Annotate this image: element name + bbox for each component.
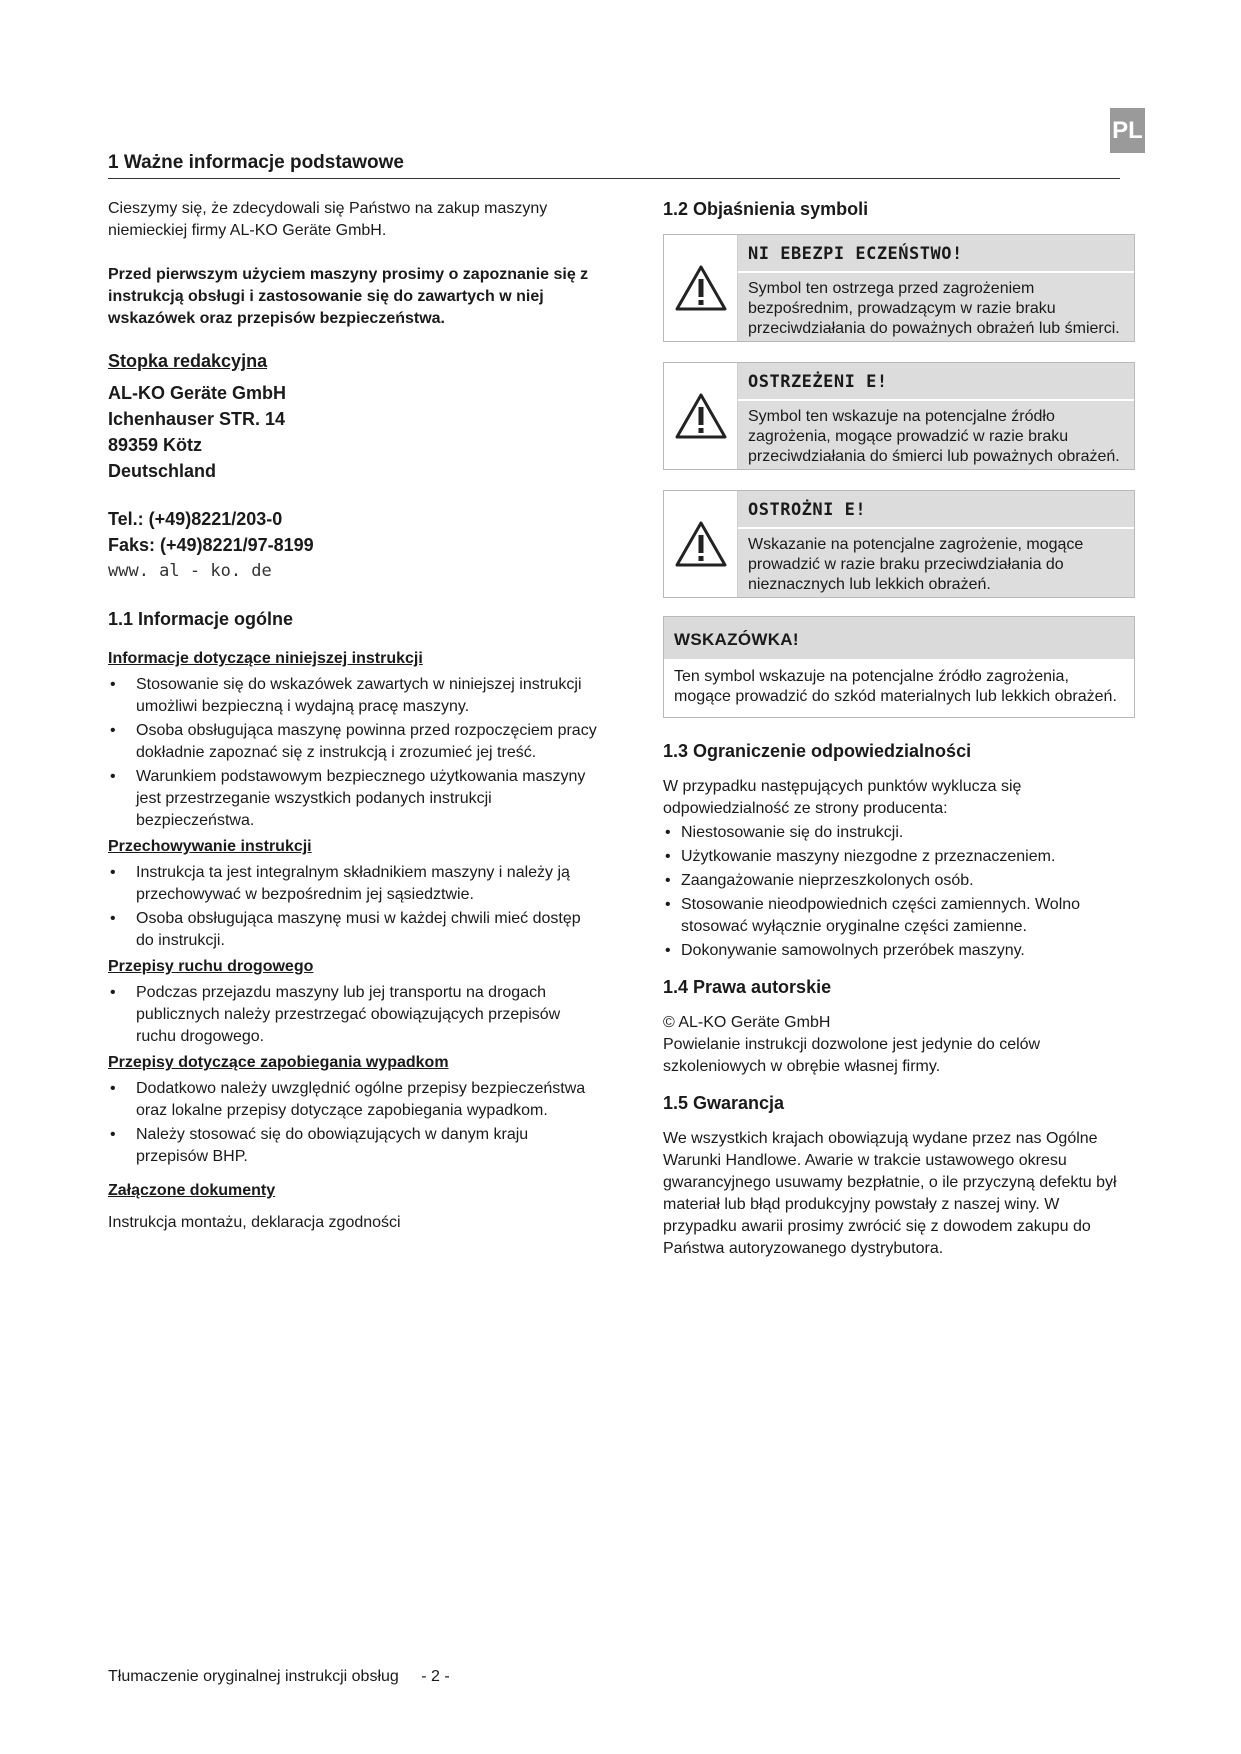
- page-footer: [108, 1668, 450, 1686]
- footer-text: Tłumaczenie oryginalnej instrukcji obsług: [108, 1668, 399, 1685]
- warning-triangle-icon: [664, 491, 738, 597]
- danger-text: Symbol ten ostrzega przed zagrożeniem bezpośrednim, prowadzącym w razie braku przeciwdziałania do poważnych obrażeń lub śmierci.: [738, 273, 1134, 341]
- list-item: • Dodatkowo należy uwzględnić ogólne przepisy bezpieczeństwa oraz lokalne przepisy dotyczące zapobiegania wypadkom.: [108, 1078, 598, 1122]
- subsection-storage: Przechowywanie instrukcji: [108, 838, 312, 855]
- caution-heading: OSTROŻNI E!: [738, 491, 1134, 529]
- danger-heading: NI EBEZPI ECZEŃSTWO!: [738, 235, 1134, 273]
- warning-triangle-icon: [664, 363, 738, 469]
- contact-fax: Faks: (+49)8221/97-8199: [108, 535, 314, 555]
- subsection-accident-prevention: Przepisy dotyczące zapobiegania wypadkom: [108, 1054, 449, 1071]
- list-item: • Instrukcja ta jest integralnym składnikiem maszyny i należy ją przechowywać w bezpośrednim jej sąsiedztwie.: [108, 862, 598, 906]
- page-number: - 2 -: [421, 1668, 450, 1685]
- address-company: AL-KO Geräte GmbH: [108, 383, 287, 403]
- note-heading: WSKAZÓWKA!: [664, 617, 1134, 659]
- copyright-line: © AL-KO Geräte GmbH: [663, 1014, 831, 1031]
- warning-box: [663, 362, 1135, 470]
- title-divider: [108, 178, 1120, 179]
- accident-prevention-list: [108, 1078, 598, 1168]
- website-link[interactable]: www. al - ko. de: [108, 561, 272, 581]
- list-item: • Podczas przejazdu maszyny lub jej transportu na drogach publicznych należy przestrzegać obowiązujących przepisów ruchu drogowego.: [108, 982, 598, 1048]
- address-country: Deutschland: [108, 461, 217, 481]
- imprint-address: [108, 380, 598, 484]
- liability-list: [663, 822, 1137, 962]
- copyright-text: Powielanie instrukcji dozwolone jest jedynie do celów szkoleniowych w obrębie własnej firmy.: [663, 1036, 1041, 1075]
- caution-box: [663, 490, 1135, 598]
- language-tab: PL: [1110, 108, 1145, 153]
- warning-triangle-icon: [664, 235, 738, 341]
- attached-docs-text: Instrukcja montażu, deklaracja zgodności: [108, 1214, 401, 1231]
- storage-list: [108, 862, 598, 952]
- section-1-1-title: 1.1 Informacje ogólne: [108, 609, 294, 629]
- imprint-contact: [108, 506, 598, 558]
- list-item: • Osoba obsługująca maszynę musi w każdej chwili mieć dostęp do instrukcji.: [108, 908, 598, 952]
- list-item: • Zaangażowanie nieprzeszkolonych osób.: [663, 870, 1137, 892]
- note-box: [663, 616, 1135, 718]
- intro-text: Cieszymy się, że zdecydowali się Państwo na zakup maszyny niemieckiej firmy AL-KO Geräte GmbH.: [108, 200, 548, 239]
- list-item: • Osoba obsługująca maszynę powinna przed rozpoczęciem pracy dokładnie zapoznać się z instrukcją i zrozumieć jej treść.: [108, 720, 598, 764]
- section-1-2-title: 1.2 Objaśnienia symboli: [663, 199, 869, 219]
- subsection-manual-info: Informacje dotyczące niniejszej instrukcji: [108, 650, 423, 667]
- warning-heading: OSTRZEŻENI E!: [738, 363, 1134, 401]
- left-column: [108, 198, 598, 1234]
- address-city: 89359 Kötz: [108, 435, 203, 455]
- subsection-road-traffic: Przepisy ruchu drogowego: [108, 958, 314, 975]
- road-traffic-list: [108, 982, 598, 1048]
- liability-intro: W przypadku następujących punktów wyklucza się odpowiedzialność ze strony producenta:: [663, 778, 1022, 817]
- list-item: • Stosowanie się do wskazówek zawartych w niniejszej instrukcji umożliwi bezpieczną i wydajną pracę maszyny.: [108, 674, 598, 718]
- list-item: • Stosowanie nieodpowiednich części zamiennych. Wolno stosować wyłącznie oryginalne części zamienne.: [663, 894, 1137, 938]
- contact-phone: Tel.: (+49)8221/203-0: [108, 509, 283, 529]
- page-title: 1 Ważne informacje podstawowe: [108, 152, 404, 173]
- subsection-attached-docs: Załączone dokumenty: [108, 1182, 276, 1199]
- list-item: • Użytkowanie maszyny niezgodne z przeznaczeniem.: [663, 846, 1137, 868]
- address-street: Ichenhauser STR. 14: [108, 409, 286, 429]
- list-item: • Dokonywanie samowolnych przeróbek maszyny.: [663, 940, 1137, 962]
- list-item: • Niestosowanie się do instrukcji.: [663, 822, 1137, 844]
- section-1-5-title: 1.5 Gwarancja: [663, 1093, 785, 1113]
- danger-box: [663, 234, 1135, 342]
- section-1-3-title: 1.3 Ograniczenie odpowiedzialności: [663, 741, 972, 761]
- caution-text: Wskazanie na potencjalne zagrożenie, mogące prowadzić w razie braku przeciwdziałania do nieznacznych lub lekkich obrażeń.: [738, 529, 1134, 597]
- intro-bold-text: Przed pierwszym użyciem maszyny prosimy o zapoznanie się z instrukcją obsługi i zastosowanie się do zawartych w niej wskazówek oraz przepisów bezpieczeństwa.: [108, 266, 589, 327]
- right-column: [663, 198, 1137, 1260]
- manual-info-list: [108, 674, 598, 832]
- imprint-heading: Stopka redakcyjna: [108, 351, 268, 371]
- list-item: • Warunkiem podstawowym bezpiecznego użytkowania maszyny jest przestrzeganie wszystkich podanych instrukcji bezpieczeństwa.: [108, 766, 598, 832]
- note-text: Ten symbol wskazuje na potencjalne źródło zagrożenia, mogące prowadzić do szkód materialnych lub lekkich obrażeń.: [674, 668, 1117, 705]
- section-1-4-title: 1.4 Prawa autorskie: [663, 977, 832, 997]
- list-item: • Należy stosować się do obowiązujących w danym kraju przepisów BHP.: [108, 1124, 598, 1168]
- warranty-text: We wszystkich krajach obowiązują wydane przez nas Ogólne Warunki Handlowe. Awarie w trakcie ustawowego okresu gwarancyjnego usuwamy bezpłatnie, o ile przyczyną defektu był materiał lub błąd produkcyjny powstały z naszej winy. W przypadku awarii prosimy zwrócić się z dowodem zakupu do Państwa autoryzowanego dystrybutora.: [663, 1130, 1117, 1257]
- warning-text: Symbol ten wskazuje na potencjalne źródło zagrożenia, mogące prowadzić w razie braku przeciwdziałania do śmierci lub poważnych obrażeń.: [738, 401, 1134, 469]
